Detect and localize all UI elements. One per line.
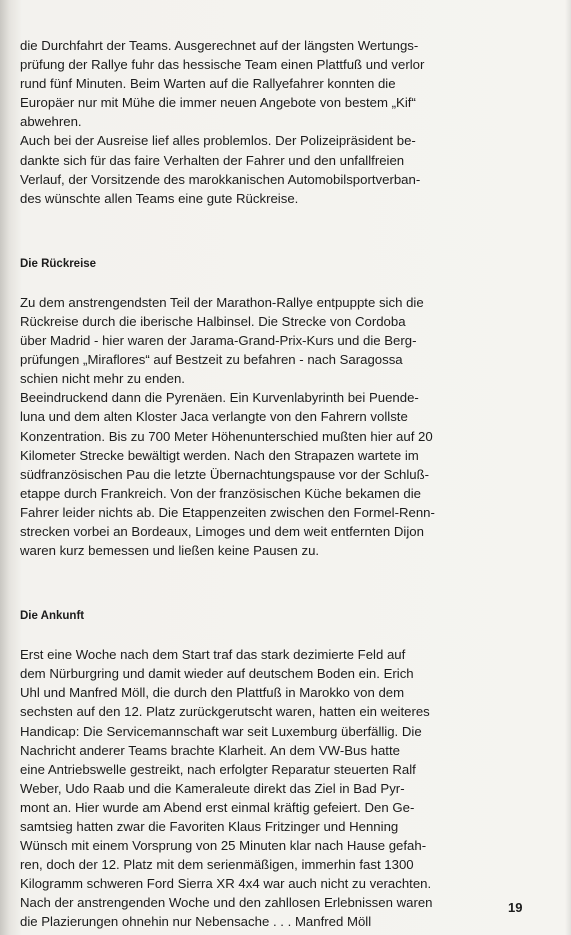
text-line: strecken vorbei an Bordeaux, Limoges und dem weit entfernten Dijon <box>20 523 424 539</box>
closing-text: die Plazierungen ohnehin nur Nebensache . . . <box>20 914 292 930</box>
text-line: Europäer nur mit Mühe die immer neuen Angebote von bestem „Kif“ <box>20 95 416 111</box>
intro-paragraph <box>20 36 525 208</box>
text-line: samtsieg hatten zwar die Favoriten Klaus Fritzinger und Henning <box>20 819 399 834</box>
text-line: abwehren. <box>20 114 82 130</box>
text-line: ren, doch der 12. Platz mit dem serienmäßigen, immerhin fast 1300 <box>20 857 414 873</box>
text-line: Beeindruckend dann die Pyrenäen. Ein Kurvenlabyrinth bei Puende- <box>20 390 419 406</box>
text-line: Handicap: Die Servicemannschaft war seit Luxemburg überfällig. Die <box>20 723 422 739</box>
text-line: prüfungen „Miraflores“ auf Bestzeit zu befahren - nach Saragossa <box>20 352 403 368</box>
text-line: prüfung der Rallye fuhr das hessische Team einen Plattfuß und verlor <box>20 57 425 73</box>
ankunft-paragraph <box>20 645 525 931</box>
text-line: über Madrid - hier waren der Jarama-Grand-Prix-Kurs und die Berg- <box>20 333 417 349</box>
text-line: eine Antriebswelle gestreikt, nach erfolgter Reparatur steuerten Ralf <box>20 761 416 777</box>
author-signature: Manfred Möll <box>294 914 372 930</box>
text-line: Konzentration. Bis zu 700 Meter Höhenunterschied mußten hier auf 20 <box>20 428 433 444</box>
page-edge-shadow <box>565 0 571 935</box>
text-line: etappe durch Frankreich. Von der französischen Küche bekamen die <box>20 485 421 501</box>
section-heading-ankunft: Die Ankunft <box>20 610 85 623</box>
page-number: 19 <box>508 900 523 915</box>
text-line: die Durchfahrt der Teams. Ausgerechnet auf der längsten Wertungs- <box>20 38 419 53</box>
text-line: Weber, Udo Raab und die Kameraleute direkt das Ziel in Bad Pyr- <box>20 780 405 796</box>
closing-line <box>20 912 525 931</box>
text-line: Erst eine Woche nach dem Start traf das stark dezimierte Feld auf <box>20 647 406 663</box>
text-line: Fahrer leider nichts ab. Die Etappenzeiten zwischen den Formel-Renn- <box>20 504 435 520</box>
text-line: dem Nürburgring und damit wieder auf deutschem Boden ein. Erich <box>20 666 414 682</box>
text-line: Uhl und Manfred Möll, die durch den Plattfuß in Marokko von dem <box>20 685 405 701</box>
text-line: des wünschte allen Teams eine gute Rückreise. <box>20 190 299 206</box>
text-line: Rückreise durch die iberische Halbinsel. Die Strecke von Cordoba <box>20 313 406 329</box>
rueckreise-paragraph <box>20 293 525 560</box>
text-line: Nachricht anderer Teams brachte Klarheit. An dem VW-Bus hatte <box>20 742 400 758</box>
text-line: Auch bei der Ausreise lief alles problemlos. Der Polizeipräsident be- <box>20 133 416 149</box>
text-line: Kilometer Strecke bewältigt werden. Nach den Strapazen wartete im <box>20 447 419 463</box>
text-line: mont an. Hier wurde am Abend erst einmal kräftig gefeiert. Den Ge- <box>20 799 415 815</box>
text-line: waren kurz bemessen und ließen keine Pausen zu. <box>20 543 320 559</box>
text-line: rund fünf Minuten. Beim Warten auf die Rallyefahrer konnten die <box>20 76 396 92</box>
text-line: südfranzösischen Pau die letzte Übernachtungspause vor der Schluß- <box>20 466 430 482</box>
text-line: sechsten auf den 12. Platz zurückgerutscht waren, hatten ein weiteres <box>20 704 430 720</box>
text-line: dankte sich für das faire Verhalten der Fahrer und den unfallfreien <box>20 152 405 168</box>
text-line: Verlauf, der Vorsitzende des marokkanischen Automobilsportverban- <box>20 171 421 187</box>
text-column <box>20 36 525 932</box>
text-line: Nach der anstrengenden Woche und den zahllosen Erlebnissen waren <box>20 895 433 911</box>
text-line: Wünsch mit einem Vorsprung von 25 Minuten klar nach Hause gefah- <box>20 838 427 854</box>
text-line: Zu dem anstrengendsten Teil der Marathon-Rallye entpuppte sich die <box>20 294 424 310</box>
text-line: schien nicht mehr zu enden. <box>20 371 185 387</box>
text-line: Kilogramm schweren Ford Sierra XR 4x4 war auch nicht zu verachten. <box>20 876 432 892</box>
section-heading-rueckreise: Die Rückreise <box>20 257 97 270</box>
text-line: luna und dem alten Kloster Jaca verlangte von den Fahrern vollste <box>20 409 408 425</box>
